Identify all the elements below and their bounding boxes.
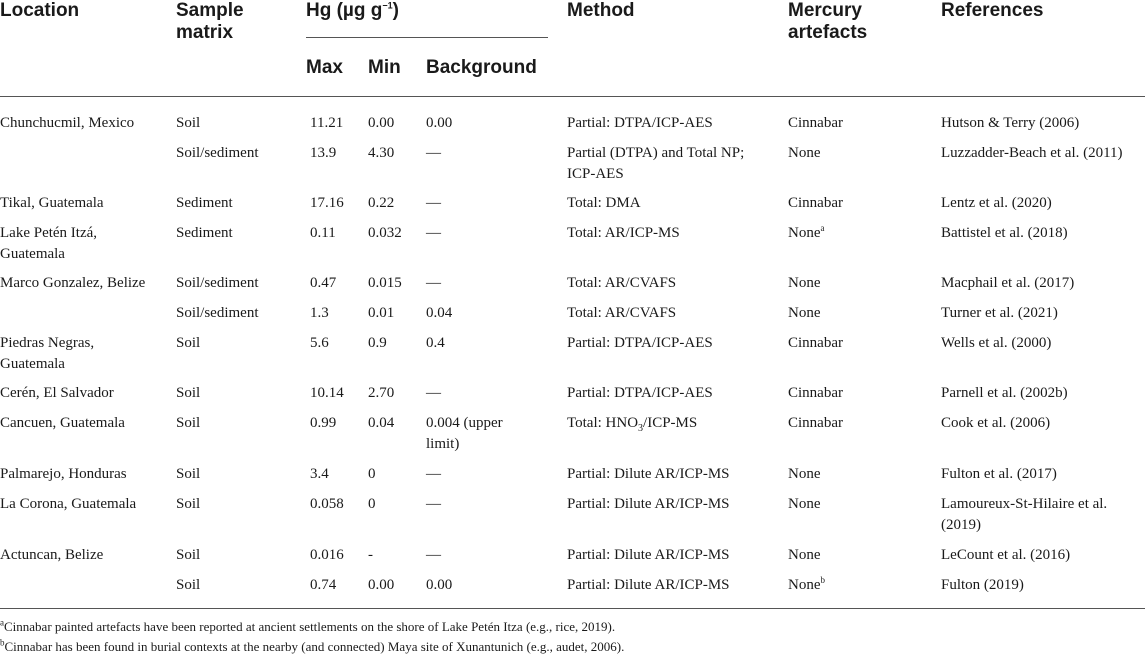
cell-hg-background-line: — — [426, 275, 441, 291]
cell-references-line: LeCount et al. (2016) — [941, 547, 1071, 563]
cell-location — [0, 223, 97, 264]
cell-references — [941, 413, 1050, 434]
cell-method-subscript: 3 — [638, 423, 644, 434]
cell-hg-max: 0.47 — [310, 275, 337, 291]
cell-references — [941, 223, 1068, 244]
table-bottom-rule — [0, 608, 1145, 609]
cell-hg-background — [426, 575, 452, 596]
cell-sample-matrix: Soil/sediment — [176, 145, 259, 161]
cell-hg-background-line: 0.00 — [426, 115, 453, 131]
cell-method — [567, 464, 730, 485]
cell-references-line: Wells et al. (2000) — [941, 335, 1052, 351]
cell-method-line: Partial: Dilute AR/ICP-MS — [567, 496, 730, 512]
cell-hg-background — [426, 303, 452, 324]
cell-hg-max: 11.21 — [310, 115, 344, 131]
cell-hg-min: 0.015 — [368, 275, 402, 291]
cell-location-line: Guatemala — [0, 245, 65, 262]
cell-artefacts-text: None — [788, 225, 821, 241]
cell-location-line: Marco Gonzalez, Belize — [0, 275, 146, 291]
cell-location-line: La Corona, Guatemala — [0, 496, 137, 512]
cell-references — [941, 273, 1074, 294]
header-mercury-artefacts — [788, 0, 867, 44]
cell-hg-background — [426, 383, 441, 404]
cell-mercury-artefacts — [788, 413, 843, 434]
cell-sample-matrix: Soil — [176, 547, 201, 563]
cell-references-line: Battistel et al. (2018) — [941, 225, 1068, 241]
cell-hg-min: 0.032 — [368, 225, 402, 241]
header-max: Max — [306, 57, 343, 78]
cell-mercury-artefacts — [788, 545, 821, 566]
cell-method-pre: Total: HNO — [567, 415, 639, 431]
cell-hg-background-line: — — [426, 547, 441, 563]
header-min: Min — [368, 57, 401, 78]
header-sample-matrix — [176, 0, 244, 44]
cell-hg-max: 0.058 — [310, 496, 344, 512]
cell-hg-min: 4.30 — [368, 145, 395, 161]
cell-artefacts-text: None — [788, 305, 821, 321]
cell-sample-matrix: Sediment — [176, 195, 233, 211]
cell-method — [567, 575, 730, 596]
cell-hg-max: 5.6 — [310, 335, 329, 351]
cell-references — [941, 575, 1024, 596]
header-hg-rule — [306, 37, 548, 38]
cell-method — [567, 333, 713, 354]
cell-hg-background-line: 0.04 — [426, 305, 453, 321]
cell-mercury-artefacts — [788, 113, 843, 134]
cell-hg-background — [426, 143, 441, 164]
cell-mercury-artefacts — [788, 303, 821, 324]
cell-sample-matrix: Soil — [176, 466, 201, 482]
cell-artefacts-text: None — [788, 547, 821, 563]
cell-hg-max: 13.9 — [310, 145, 337, 161]
header-background: Background — [426, 57, 537, 78]
cell-hg-background — [426, 113, 452, 134]
cell-mercury-artefacts — [788, 143, 821, 164]
cell-method — [567, 383, 713, 404]
cell-location-line: Palmarejo, Honduras — [0, 466, 127, 482]
cell-hg-background — [426, 494, 441, 515]
cell-references — [941, 464, 1057, 485]
header-hg-suffix: ) — [392, 0, 399, 21]
cell-method-line: Total: AR/CVAFS — [567, 275, 677, 291]
cell-sample-matrix: Soil/sediment — [176, 275, 259, 291]
cell-references-line: Fulton et al. (2017) — [941, 466, 1057, 482]
cell-references-line: Macphail et al. (2017) — [941, 275, 1075, 291]
cell-hg-min: 0.01 — [368, 305, 395, 321]
cell-references-line: Hutson & Terry (2006) — [941, 115, 1080, 131]
cell-artefacts-text: None — [788, 496, 821, 512]
cell-references — [941, 383, 1068, 404]
cell-artefacts-text: None — [788, 577, 821, 593]
cell-references-line: Fulton (2019) — [941, 577, 1024, 593]
footnote-a-text: Cinnabar painted artefacts have been reported at ancient settlements on the shore of Lake Petén Itza (e.g., rice, 2019). — [4, 619, 616, 634]
header-sample-matrix-line1: Sample — [176, 0, 244, 21]
cell-mercury-artefacts — [788, 333, 843, 354]
cell-references-line: Parnell et al. (2002b) — [941, 385, 1068, 401]
cell-mercury-artefacts — [788, 464, 821, 485]
cell-location — [0, 383, 114, 404]
cell-method-line: Partial: Dilute AR/ICP-MS — [567, 577, 730, 593]
cell-method — [567, 303, 676, 324]
cell-hg-background — [426, 464, 441, 485]
cell-hg-max: 0.99 — [310, 415, 337, 431]
cell-hg-max: 0.11 — [310, 225, 336, 241]
cell-hg-max: 0.74 — [310, 577, 337, 593]
cell-mercury-artefacts — [788, 273, 821, 294]
cell-method-line: Partial: DTPA/ICP-AES — [567, 385, 713, 401]
cell-hg-background-line: 0.004 (upper — [426, 415, 503, 431]
cell-method-line: Partial: Dilute AR/ICP-MS — [567, 466, 730, 482]
cell-hg-background — [426, 193, 441, 214]
cell-hg-background-line: — — [426, 496, 441, 512]
cell-location-line: Piedras Negras, — [0, 335, 95, 351]
cell-location-line: Tikal, Guatemala — [0, 195, 104, 211]
cell-hg-background — [426, 545, 441, 566]
cell-location — [0, 413, 125, 434]
cell-method-line: Partial: Dilute AR/ICP-MS — [567, 547, 730, 563]
cell-artefacts-text: Cinnabar — [788, 415, 843, 431]
cell-sample-matrix: Soil — [176, 577, 201, 593]
cell-method — [567, 494, 730, 515]
cell-hg-background-line: 0.00 — [426, 577, 453, 593]
cell-method — [567, 273, 676, 294]
cell-hg-background — [426, 413, 503, 454]
cell-references — [941, 113, 1079, 134]
cell-references-line: (2019) — [941, 516, 981, 533]
cell-sample-matrix: Sediment — [176, 225, 233, 241]
cell-hg-min: 0.9 — [368, 335, 387, 351]
cell-hg-background-line: — — [426, 385, 441, 401]
cell-hg-min: - — [368, 547, 373, 563]
cell-method — [567, 223, 680, 244]
cell-method — [567, 143, 744, 184]
cell-mercury-artefacts — [788, 383, 843, 404]
cell-method-line: ICP-AES — [567, 165, 624, 182]
cell-method-line: Partial: DTPA/ICP-AES — [567, 335, 713, 351]
cell-location-line: Guatemala — [0, 355, 65, 372]
cell-location-line: Cerén, El Salvador — [0, 385, 114, 401]
cell-hg-min: 0 — [368, 496, 376, 512]
header-hg-exponent: −1 — [382, 0, 393, 11]
cell-sample-matrix: Soil — [176, 115, 201, 131]
cell-sample-matrix: Soil — [176, 496, 201, 512]
cell-location — [0, 273, 145, 294]
cell-hg-background — [426, 223, 441, 244]
cell-hg-background — [426, 273, 441, 294]
cell-location — [0, 494, 136, 515]
cell-hg-max: 1.3 — [310, 305, 329, 321]
cell-hg-min: 0 — [368, 466, 376, 482]
cell-hg-background-line: — — [426, 145, 441, 161]
header-bottom-rule — [0, 96, 1145, 97]
cell-mercury-artefacts — [788, 494, 821, 515]
header-location: Location — [0, 0, 80, 21]
cell-references — [941, 333, 1051, 354]
cell-mercury-artefacts — [788, 193, 843, 214]
cell-hg-min: 2.70 — [368, 385, 395, 401]
cell-method-line: Total: AR/CVAFS — [567, 305, 677, 321]
cell-references — [941, 494, 1107, 535]
cell-hg-background-line: — — [426, 195, 441, 211]
cell-method — [567, 413, 697, 434]
cell-references-line: Luzzadder-Beach et al. (2011) — [941, 145, 1123, 161]
cell-location-line: Lake Petén Itzá, — [0, 225, 98, 241]
cell-references — [941, 303, 1058, 324]
cell-artefacts-text: None — [788, 275, 821, 291]
cell-method — [567, 193, 641, 214]
cell-hg-max: 3.4 — [310, 466, 329, 482]
cell-method-line: Partial: DTPA/ICP-AES — [567, 115, 713, 131]
cell-location-line: Chunchucmil, Mexico — [0, 115, 135, 131]
cell-artefacts-footnote-mark: a — [820, 223, 825, 233]
cell-artefacts-text: Cinnabar — [788, 385, 843, 401]
footnote-b-mark: b — [0, 637, 5, 648]
cell-artefacts-footnote-mark: b — [820, 575, 825, 585]
footnote-a — [0, 618, 615, 636]
cell-references — [941, 143, 1123, 164]
cell-hg-background-line: — — [426, 466, 441, 482]
cell-references-line: Turner et al. (2021) — [941, 305, 1058, 321]
cell-hg-max: 0.016 — [310, 547, 344, 563]
cell-mercury-artefacts — [788, 575, 825, 596]
cell-method-line: Total: DMA — [567, 195, 641, 211]
cell-references-line: Cook et al. (2006) — [941, 415, 1051, 431]
cell-location — [0, 464, 127, 485]
cell-method-line: Partial (DTPA) and Total NP; — [567, 145, 745, 161]
cell-method — [567, 113, 713, 134]
cell-sample-matrix: Soil/sediment — [176, 305, 259, 321]
cell-location — [0, 193, 104, 214]
cell-hg-background-line: 0.4 — [426, 335, 445, 351]
cell-hg-min: 0.04 — [368, 415, 395, 431]
cell-location — [0, 545, 103, 566]
cell-references — [941, 193, 1052, 214]
cell-references-line: Lentz et al. (2020) — [941, 195, 1052, 211]
header-references: References — [941, 0, 1044, 21]
cell-mercury-artefacts — [788, 223, 825, 244]
cell-hg-min: 0.00 — [368, 577, 395, 593]
cell-artefacts-text: None — [788, 145, 821, 161]
cell-sample-matrix: Soil — [176, 385, 201, 401]
footnote-b — [0, 638, 624, 656]
footnote-a-mark: a — [0, 617, 4, 628]
cell-location — [0, 113, 134, 134]
cell-hg-min: 0.00 — [368, 115, 395, 131]
cell-method — [567, 545, 730, 566]
header-artefacts-line1: Mercury — [788, 0, 862, 21]
cell-artefacts-text: Cinnabar — [788, 335, 843, 351]
cell-hg-max: 17.16 — [310, 195, 344, 211]
cell-location — [0, 333, 94, 374]
cell-artefacts-text: None — [788, 466, 821, 482]
cell-location-line: Actuncan, Belize — [0, 547, 104, 563]
cell-references-line: Lamoureux-St-Hilaire et al. — [941, 496, 1108, 512]
cell-sample-matrix: Soil — [176, 335, 201, 351]
cell-artefacts-text: Cinnabar — [788, 115, 843, 131]
cell-references — [941, 545, 1070, 566]
cell-hg-background-line: — — [426, 225, 441, 241]
cell-artefacts-text: Cinnabar — [788, 195, 843, 211]
footnote-b-text: Cinnabar has been found in burial contexts at the nearby (and connected) Maya site of Xunantunich (e.g., audet, 2006). — [4, 639, 625, 654]
header-hg — [306, 0, 399, 22]
cell-method-post: /ICP-MS — [643, 415, 698, 431]
header-sample-matrix-line2: matrix — [176, 22, 234, 43]
header-artefacts-line2: artefacts — [788, 22, 868, 43]
header-hg-prefix: Hg (µg g — [306, 0, 383, 21]
cell-hg-min: 0.22 — [368, 195, 395, 211]
cell-hg-background — [426, 333, 445, 354]
cell-hg-max: 10.14 — [310, 385, 344, 401]
cell-location-line: Cancuen, Guatemala — [0, 415, 125, 431]
cell-sample-matrix: Soil — [176, 415, 201, 431]
header-method: Method — [567, 0, 635, 21]
cell-hg-background-line: limit) — [426, 435, 460, 452]
cell-method-line: Total: AR/ICP-MS — [567, 225, 680, 241]
